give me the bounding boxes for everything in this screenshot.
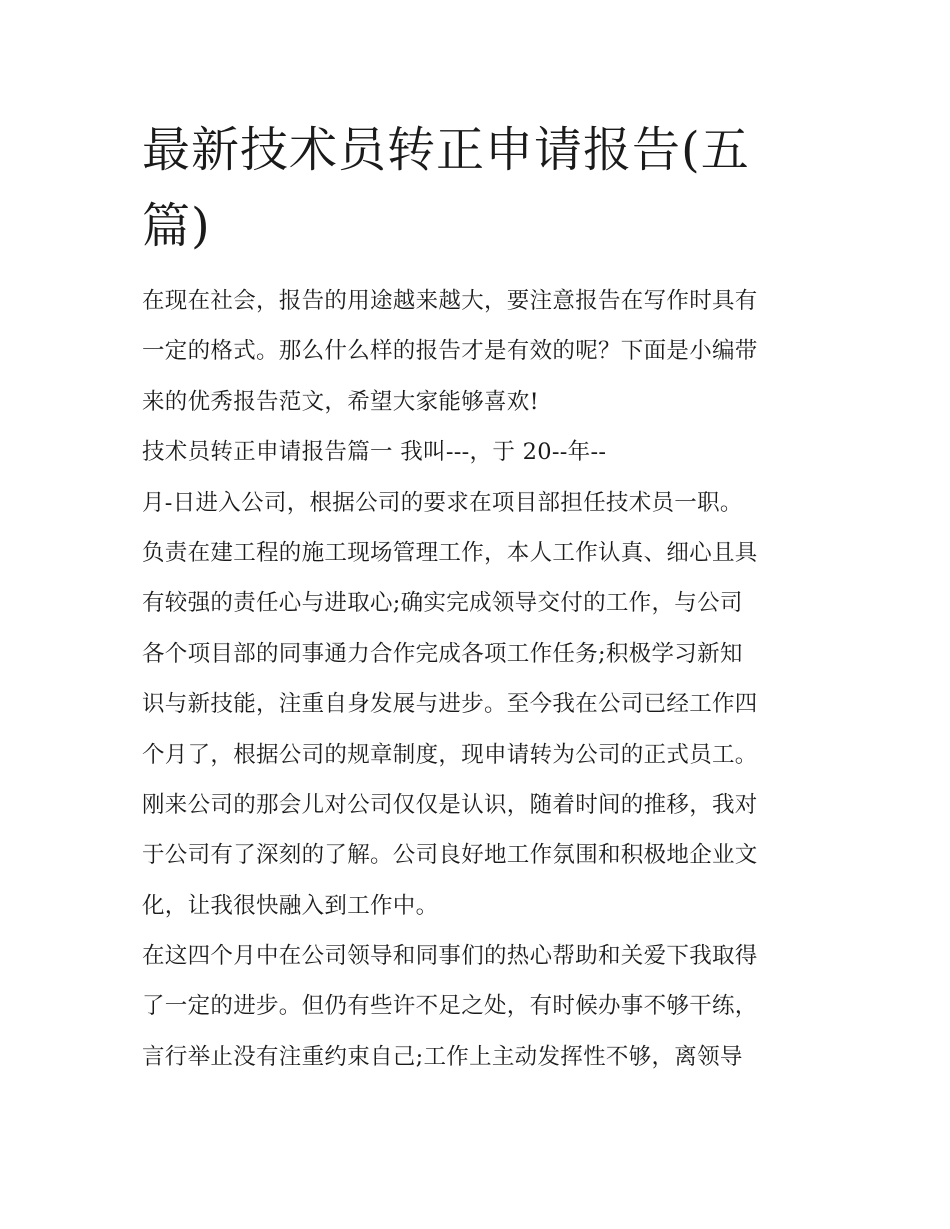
body-line: 言行举止没有注重约束自己;工作上主动发挥性不够，离领导: [142, 1043, 743, 1070]
body-line: 识与新技能，注重自身发展与进步。至今我在公司已经工作四: [142, 691, 758, 718]
body-line: 一定的格式。那么什么样的报告才是有效的呢？下面是小编带: [142, 338, 758, 365]
body-line: 技术员转正申请报告篇一 我叫---，于 20--年--: [142, 439, 607, 466]
body-line: 在这四个月中在公司领导和同事们的热心帮助和关爱下我取得: [142, 943, 758, 970]
body-line: 在现在社会，报告的用途越来越大，要注意报告在写作时具有: [142, 288, 758, 314]
body-line: 月-日进入公司，根据公司的要求在项目部担任技术员一职。: [142, 489, 743, 516]
body-line: 刚来公司的那会儿对公司仅仅是认识，随着时间的推移，我对: [142, 791, 758, 818]
document-title: [142, 112, 822, 264]
body-line: 各个项目部的同事通力合作完成各项工作任务;积极学习新知: [142, 640, 743, 667]
title-line-2: 篇): [142, 198, 211, 254]
body-line: 来的优秀报告范文，希望大家能够喜欢!: [142, 388, 539, 415]
body-line: 个月了，根据公司的规章制度，现申请转为公司的正式员工。: [142, 741, 758, 768]
body-line: 有较强的责任心与进取心;确实完成领导交付的工作，与公司: [142, 590, 743, 617]
body-line: 于公司有了深刻的了解。公司良好地工作氛围和积极地企业文: [142, 842, 758, 869]
body-line: 了一定的进步。但仍有些许不足之处，有时候办事不够干练，: [142, 993, 758, 1020]
body-line: 化，让我很快融入到工作中。: [142, 892, 439, 919]
document-body: [142, 276, 814, 1082]
title-line-1: 最新技术员转正申请报告(五: [142, 122, 750, 178]
body-line: 负责在建工程的施工现场管理工作，本人工作认真、细心且具: [142, 539, 758, 566]
